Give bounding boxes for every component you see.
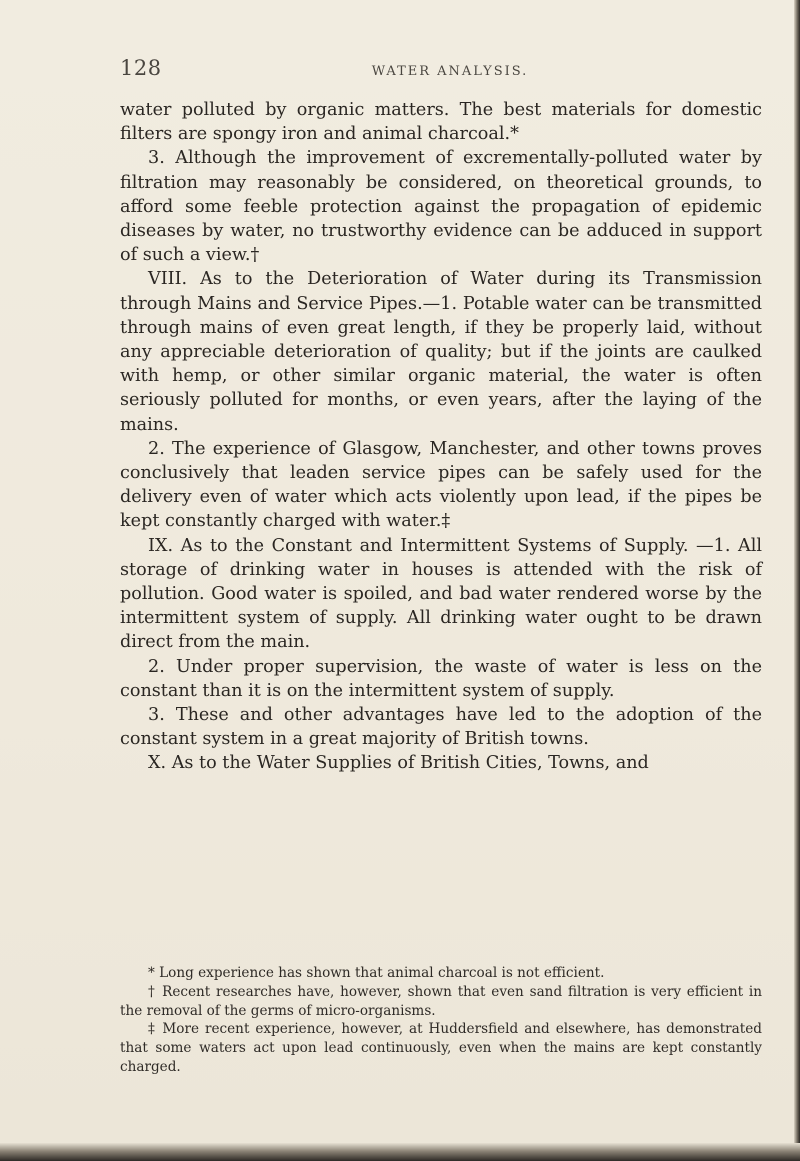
page-number: 128 xyxy=(120,56,162,80)
section-x-heading: X. As to the Water Supplies of British Cities, Towns, and xyxy=(148,753,649,774)
paragraph-continuation: water polluted by organic matters. The best materials for domestic filters are spongy iron and animal charcoal.* xyxy=(120,100,762,145)
footnote-dagger: † Recent researches have, however, shown that even sand filtration is very efficient in the removal of the germs of micro-organisms. xyxy=(120,983,762,1019)
section-ix-paragraph: IX. As to the Constant and Intermittent Systems of Supply. —1. All storage of drinking water in houses is attended with the risk of pollution. Good water is spoiled, and bad water rendered worse by the intermittent system of supply. All drinking water ought to be drawn direct from the main. xyxy=(120,535,762,653)
body-text xyxy=(120,98,762,776)
footnotes xyxy=(120,964,762,1077)
footnote-double-dagger: ‡ More recent experience, however, at Huddersfield and elsewhere, has demonstrated that some waters act upon lead continuously, even when the mains are kept constantly charged. xyxy=(120,1021,762,1075)
paragraph-constant-system: 3. These and other advantages have led to the adoption of the constant system in a great majority of British towns. xyxy=(120,705,762,750)
footnote-star: * Long experience has shown that animal charcoal is not efficient. xyxy=(148,965,605,981)
page-edge-shadow-right xyxy=(794,0,800,1161)
page-header xyxy=(120,56,760,86)
paragraph-filtration-protection: 3. Although the improvement of excrementally-polluted water by filtration may reasonably be considered, on theoretical grounds, to afford some feeble protection against the propagation of epidemic diseases by water, no trustworthy evidence can be adduced in support of such a view.† xyxy=(120,148,762,266)
paragraph-leaden-pipes: 2. The experience of Glasgow, Manchester, and other towns proves conclusively that leaden service pipes can be safely used for the delivery even of water which acts violently upon lead, if the pipes be kept constantly charged with water.‡ xyxy=(120,438,762,532)
page-edge-shadow-bottom xyxy=(0,1143,800,1161)
paragraph-waste-of-water: 2. Under proper supervision, the waste of water is less on the constant than it is on the intermittent system of supply. xyxy=(120,656,762,701)
section-viii-paragraph: VIII. As to the Deterioration of Water during its Transmission through Mains and Service Pipes.—1. Potable water can be transmitted through mains of even great length, if they be properly laid, without any appreciable deterioration of quality; but if the joints are caulked with hemp, or other similar organic material, the water is often seriously polluted for months, or even years, after the laying of the mains. xyxy=(120,269,762,435)
running-head: WATER ANALYSIS. xyxy=(371,64,529,79)
